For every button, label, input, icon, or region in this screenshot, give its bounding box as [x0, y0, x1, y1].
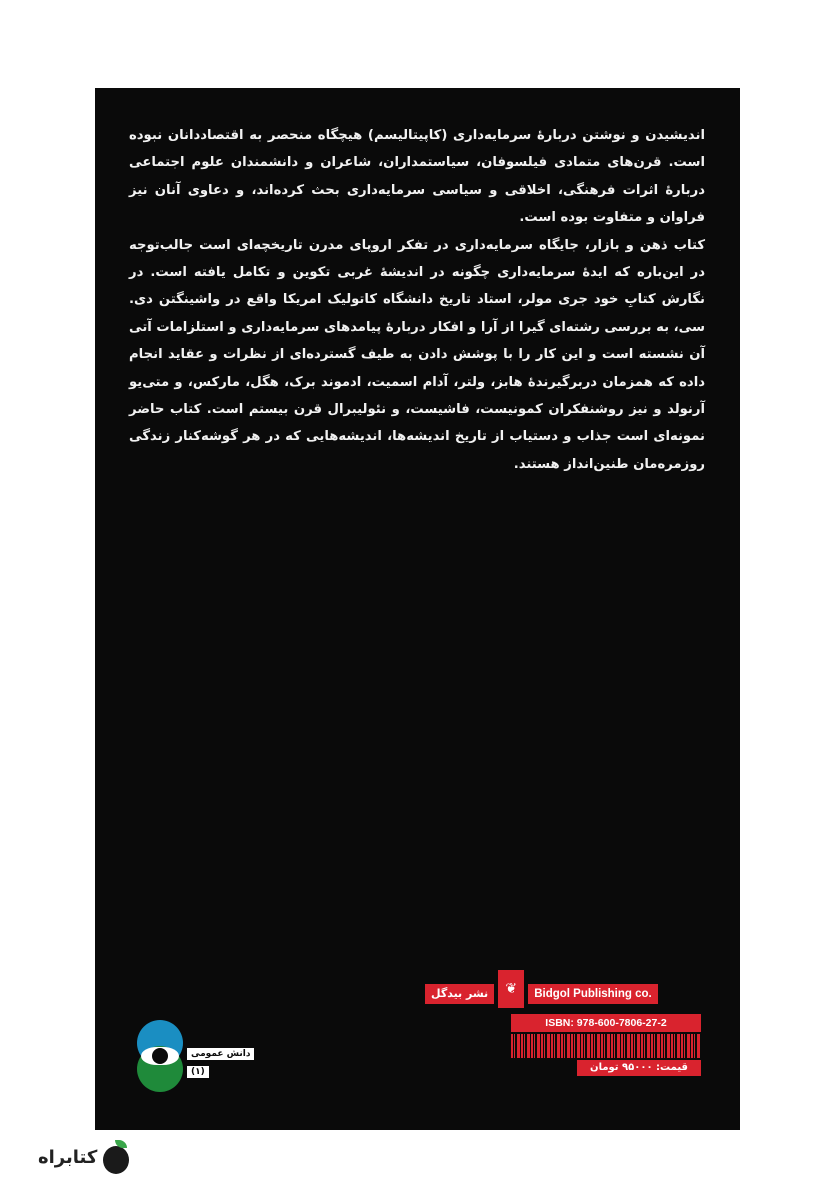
eye-pupil: [152, 1048, 168, 1064]
series-number: (۱): [187, 1066, 209, 1078]
series-label: دانش عمومی: [187, 1048, 254, 1060]
price: قیمت: ۹۵۰۰۰ تومان: [577, 1060, 701, 1076]
blurb-paragraph-1: اندیشیدن و نوشتن دربارهٔ سرمایه‌داری (کاپیتالیسم) هیچگاه منحصر به اقتصاددانان نبوده است. قرن‌های متمادی فیلسوفان، سیاستمداران، شاعران و دانشمندان علوم اجتماعی دربارهٔ اثرات فرهنگی، اخلاقی و سیاسی سرمایه‌داری بحث کرده‌اند، و دعاوی آنان نیز فراوان و متفاوت بوده است.: [129, 128, 705, 226]
watermark: [38, 1140, 131, 1174]
barcode: [511, 1034, 701, 1058]
back-cover: [95, 88, 740, 1130]
blurb-text: [129, 122, 705, 478]
watermark-text: کتابراه: [38, 1146, 98, 1168]
isbn: ISBN: 978-600-7806-27-2: [511, 1014, 701, 1032]
publisher-logo-icon: ❦: [498, 970, 524, 1008]
series-logo: [137, 1020, 257, 1090]
publisher-name-fa: نشر بیدگل: [425, 984, 494, 1004]
ketabrah-logo-icon: [101, 1140, 131, 1174]
blurb-paragraph-2: کتاب ذهن و بازار، جایگاه سرمایه‌داری در تفکر اروپای مدرن تاریخچه‌ای است جالب‌توجه در این‌باره که ایدهٔ سرمایه‌داری چگونه در اندیشهٔ غربی تکوین و تکامل یافته است. در نگارش کتابِ خود جری مولر، استاد تاریخ دانشگاه کاتولیک امریکا واقع در واشینگتن دی. سی، به بررسی رشته‌ای گیرا از آرا و افکار دربارهٔ پیامدهای سرمایه‌داری و استلزامات آتی آن نشسته است و این کار را با پوشش دادن به طیف گسترده‌ای از نظرات و عقاید انجام داده که همزمان دربرگیرندهٔ هابز، ولتر، آدام اسمیت، ادموند برک، هگل، مارکس، و متی‌یو آرنولد و نیز روشنفکران کمونیست، فاشیست، و نئولیبرال قرن بیستم است. کتاب حاضر نمونه‌ای است جذاب و دستیاب از تاریخ اندیشه‌ها، اندیشه‌هایی که در هر گوشه‌کنار زندگی روزمره‌مان طنین‌انداز هستند.: [129, 237, 705, 472]
publisher-name-en: Bidgol Publishing co.: [528, 984, 658, 1004]
